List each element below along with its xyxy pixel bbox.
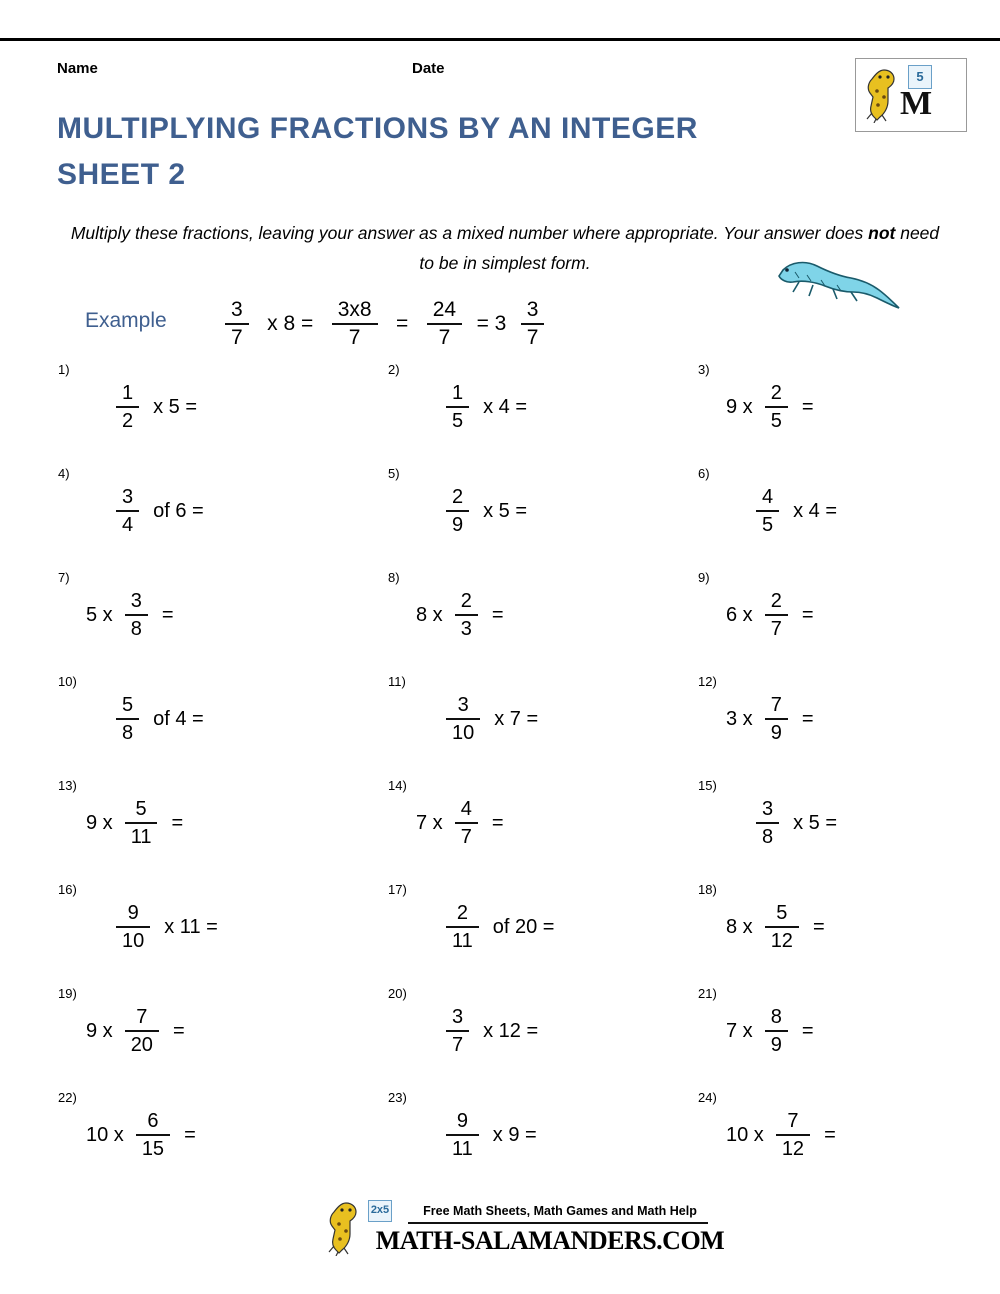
problem-fraction (116, 902, 150, 952)
fraction-denominator: 8 (762, 826, 774, 848)
name-date-row (57, 60, 937, 77)
problem-expression (412, 1100, 541, 1170)
fraction-numerator: 5 (776, 902, 788, 924)
problem-expression (82, 996, 189, 1066)
problem-number: 9) (698, 570, 710, 585)
fraction-bar (776, 1134, 810, 1136)
fraction-denominator: 9 (770, 722, 782, 744)
example-fraction-2 (332, 299, 378, 349)
fraction-numerator: 3 (452, 1006, 464, 1028)
problem-operator: of 4 = (153, 707, 204, 730)
fraction-numerator: 6 (147, 1110, 159, 1132)
problem-row (48, 1086, 968, 1190)
fraction-numerator: 3 (762, 798, 774, 820)
problem-fraction (776, 1110, 810, 1160)
problem-fraction (765, 590, 788, 640)
fraction-denominator: 11 (130, 826, 152, 848)
fraction-denominator: 7 (231, 326, 243, 349)
fraction-denominator: 2 (122, 410, 134, 432)
problem-number: 7) (58, 570, 70, 585)
fraction-numerator: 3 (526, 298, 539, 321)
fraction-numerator: 2 (456, 902, 468, 924)
problem-number: 5) (388, 466, 400, 481)
salamander-icon (864, 67, 904, 123)
fraction-bar (765, 406, 788, 408)
problem-row (48, 670, 968, 774)
example-label: Example (85, 309, 167, 332)
fraction-bar (765, 926, 799, 928)
example-equals-1: = (396, 312, 409, 335)
problem-fraction (125, 798, 158, 848)
example-fraction-1 (225, 299, 249, 349)
problem-number: 6) (698, 466, 710, 481)
problem-expression (82, 372, 201, 442)
problem-fraction (446, 694, 480, 744)
problem-row (48, 878, 968, 982)
problem-number: 14) (388, 778, 407, 793)
problem-operator: = (824, 1123, 836, 1146)
problem-14[interactable] (378, 774, 684, 878)
problem-multiplier: 5 x (86, 603, 113, 626)
lizard-decoration-icon (765, 252, 905, 322)
problem-multiplier: 8 x (726, 915, 753, 938)
fraction-denominator: 15 (141, 1138, 165, 1160)
fraction-numerator: 3 (457, 694, 469, 716)
problem-fraction (116, 382, 139, 432)
problem-fraction (446, 1110, 479, 1160)
problem-5[interactable] (378, 462, 684, 566)
fraction-bar (765, 614, 788, 616)
problem-expression (82, 684, 208, 754)
fraction-numerator: 4 (460, 798, 472, 820)
fraction-denominator: 7 (438, 326, 451, 349)
problem-multiplier: 7 x (416, 811, 443, 834)
problem-10[interactable] (48, 670, 354, 774)
fraction-bar (116, 510, 139, 512)
problem-expression (412, 684, 542, 754)
problem-expression (412, 372, 531, 442)
problem-fraction (756, 798, 779, 848)
fraction-bar (225, 323, 249, 325)
problem-operator: x 12 = (483, 1019, 539, 1042)
fraction-bar (332, 323, 378, 325)
problem-2[interactable] (378, 358, 684, 462)
problem-12[interactable] (688, 670, 994, 774)
problem-number: 18) (698, 882, 717, 897)
fraction-bar (125, 614, 148, 616)
fraction-bar (521, 323, 545, 325)
fraction-denominator: 5 (770, 410, 782, 432)
problem-multiplier: 10 x (86, 1123, 124, 1146)
problem-expression (722, 996, 818, 1066)
grade-badge: 5 (908, 65, 932, 89)
fraction-denominator: 7 (770, 618, 782, 640)
problem-multiplier: 3 x (726, 707, 753, 730)
fraction-bar (455, 822, 478, 824)
problem-operator: x 11 = (164, 915, 218, 938)
problem-multiplier: 9 x (726, 395, 753, 418)
problem-number: 13) (58, 778, 77, 793)
example-fraction-4 (521, 299, 545, 349)
problem-operator: = (801, 395, 814, 418)
footer-divider (408, 1222, 708, 1224)
problem-24[interactable] (688, 1086, 994, 1190)
problem-22[interactable] (48, 1086, 354, 1190)
problem-expression (722, 788, 841, 858)
problem-operator: x 5 = (153, 395, 198, 418)
problem-expression (412, 580, 508, 650)
problem-operator: x 4 = (793, 499, 838, 522)
page-title (57, 106, 777, 198)
fraction-numerator: 4 (762, 486, 774, 508)
problem-6[interactable] (688, 462, 994, 566)
fraction-bar (125, 1030, 159, 1032)
problem-23[interactable] (378, 1086, 684, 1190)
problem-number: 19) (58, 986, 77, 1001)
problem-operator: = (801, 603, 814, 626)
problem-9[interactable] (688, 566, 994, 670)
problem-operator: x 7 = (494, 707, 539, 730)
fraction-numerator: 9 (456, 1110, 468, 1132)
fraction-numerator: 3x8 (337, 298, 372, 321)
problem-operator: x 5 = (793, 811, 838, 834)
math-salamanders-logo (855, 58, 967, 132)
problem-multiplier: 9 x (86, 811, 113, 834)
fraction-denominator: 8 (130, 618, 142, 640)
problem-number: 12) (698, 674, 717, 689)
problem-18[interactable] (688, 878, 994, 982)
problem-expression (722, 580, 818, 650)
problem-number: 2) (388, 362, 400, 377)
fraction-bar (446, 1030, 469, 1032)
fraction-denominator: 10 (452, 722, 475, 744)
problem-grid (48, 358, 968, 1190)
problem-fraction (116, 486, 139, 536)
problem-number: 24) (698, 1090, 717, 1105)
problem-16[interactable] (48, 878, 354, 982)
fraction-bar (756, 822, 779, 824)
problem-expression (722, 476, 841, 546)
fraction-numerator: 3 (122, 486, 134, 508)
problem-21[interactable] (688, 982, 994, 1086)
fraction-numerator: 7 (787, 1110, 799, 1132)
problem-expression (412, 476, 531, 546)
problem-expression (722, 684, 818, 754)
problem-multiplier: 6 x (726, 603, 753, 626)
footer-badge: 2x5 (368, 1200, 392, 1222)
footer-salamander-icon (325, 1200, 367, 1256)
instructions-part2: need to be in simplest form. (419, 223, 940, 273)
problem-number: 15) (698, 778, 717, 793)
fraction-numerator: 2 (452, 486, 464, 508)
problem-13[interactable] (48, 774, 354, 878)
fraction-numerator: 24 (432, 298, 457, 321)
footer-tagline: Free Math Sheets, Math Games and Math Help (423, 1204, 697, 1218)
problem-number: 20) (388, 986, 407, 1001)
fraction-numerator: 2 (460, 590, 472, 612)
instructions-part1: Multiply these fractions, leaving your answer as a mixed number where appropriate. Your answer does (70, 223, 869, 243)
problem-operator: = (491, 603, 504, 626)
problem-expression (412, 996, 542, 1066)
fraction-denominator: 10 (122, 930, 145, 952)
problem-operator: of 20 = (492, 915, 555, 938)
problem-fraction (765, 694, 788, 744)
problem-expression (722, 372, 818, 442)
fraction-denominator: 9 (452, 514, 464, 536)
problem-row (48, 774, 968, 878)
logo-wordmark: M (900, 85, 931, 122)
problem-multiplier: 10 x (726, 1123, 764, 1146)
problem-number: 23) (388, 1090, 407, 1105)
problem-fraction (765, 902, 799, 952)
problem-1[interactable] (48, 358, 354, 462)
problem-number: 22) (58, 1090, 77, 1105)
problem-8[interactable] (378, 566, 684, 670)
problem-operator: = (801, 707, 814, 730)
fraction-numerator: 2 (770, 590, 782, 612)
problem-operator: x 5 = (483, 499, 528, 522)
fraction-numerator: 3 (130, 590, 142, 612)
problem-operator: = (491, 811, 504, 834)
problem-multiplier: 7 x (726, 1019, 753, 1042)
fraction-numerator: 8 (770, 1006, 782, 1028)
example-equals-2: = 3 (476, 312, 507, 335)
problem-number: 3) (698, 362, 710, 377)
problem-expression (82, 1100, 200, 1170)
problem-number: 11) (388, 674, 406, 689)
fraction-denominator: 5 (762, 514, 774, 536)
problem-multiplier: 8 x (416, 603, 443, 626)
fraction-numerator: 7 (770, 694, 782, 716)
problem-number: 21) (698, 986, 717, 1001)
problem-fraction (125, 590, 148, 640)
fraction-bar (756, 510, 779, 512)
fraction-numerator: 7 (136, 1006, 148, 1028)
fraction-denominator: 7 (452, 1034, 464, 1056)
problem-expression (82, 476, 208, 546)
problem-expression (722, 1100, 840, 1170)
problem-expression (82, 580, 178, 650)
problem-17[interactable] (378, 878, 684, 982)
fraction-denominator: 3 (460, 618, 472, 640)
fraction-denominator: 7 (348, 326, 361, 349)
problem-3[interactable] (688, 358, 994, 462)
fraction-bar (446, 1134, 479, 1136)
problem-expression (82, 788, 187, 858)
fraction-numerator: 5 (122, 694, 134, 716)
problem-number: 17) (388, 882, 407, 897)
problem-fraction (756, 486, 779, 536)
problem-fraction (446, 382, 469, 432)
fraction-bar (116, 718, 139, 720)
fraction-bar (446, 926, 479, 928)
fraction-numerator: 9 (127, 902, 139, 924)
problem-20[interactable] (378, 982, 684, 1086)
fraction-numerator: 3 (231, 298, 243, 321)
problem-operator: = (801, 1019, 814, 1042)
fraction-numerator: 1 (122, 382, 134, 404)
problem-number: 16) (58, 882, 77, 897)
problem-fraction (446, 486, 469, 536)
problem-fraction (116, 694, 139, 744)
fraction-denominator: 11 (452, 1138, 473, 1160)
fraction-denominator: 7 (460, 826, 472, 848)
problem-row (48, 982, 968, 1086)
problem-11[interactable] (378, 670, 684, 774)
fraction-denominator: 20 (130, 1034, 153, 1056)
fraction-bar (136, 1134, 170, 1136)
problem-number: 1) (58, 362, 70, 377)
fraction-denominator: 9 (770, 1034, 782, 1056)
problem-expression (412, 788, 508, 858)
problem-number: 10) (58, 674, 77, 689)
fraction-denominator: 4 (122, 514, 134, 536)
problem-operator: = (172, 1019, 185, 1042)
problem-row (48, 358, 968, 462)
problem-operator: = (161, 603, 174, 626)
fraction-numerator: 2 (770, 382, 782, 404)
fraction-bar (446, 510, 469, 512)
fraction-bar (116, 406, 139, 408)
problem-number: 8) (388, 570, 400, 585)
problem-operator: = (812, 915, 825, 938)
problem-expression (82, 892, 222, 962)
fraction-bar (427, 323, 462, 325)
fraction-denominator: 11 (452, 930, 473, 952)
page-title-line2: SHEET 2 (57, 158, 186, 191)
fraction-denominator: 8 (122, 722, 134, 744)
footer-domain: MATH-SALAMANDERS.COM (375, 1226, 725, 1255)
problem-fraction (455, 798, 478, 848)
problem-fraction (765, 1006, 788, 1056)
problem-fraction (446, 1006, 469, 1056)
problem-19[interactable] (48, 982, 354, 1086)
problem-multiplier: 9 x (86, 1019, 113, 1042)
instructions-emphasis: not (868, 223, 896, 243)
problem-row (48, 462, 968, 566)
problem-fraction (136, 1110, 170, 1160)
problem-operator: x 4 = (483, 395, 528, 418)
problem-number: 4) (58, 466, 70, 481)
problem-fraction (765, 382, 788, 432)
fraction-bar (765, 718, 788, 720)
fraction-bar (455, 614, 478, 616)
date-label: Date (412, 60, 445, 77)
fraction-denominator: 7 (526, 326, 539, 349)
page-title-line1: MULTIPLYING FRACTIONS BY AN INTEGER (57, 112, 698, 145)
problem-expression (412, 892, 558, 962)
fraction-bar (446, 718, 480, 720)
fraction-bar (765, 1030, 788, 1032)
example-fraction-3 (427, 299, 462, 349)
fraction-bar (116, 926, 150, 928)
fraction-bar (446, 406, 469, 408)
problem-15[interactable] (688, 774, 994, 878)
problem-operator: of 6 = (153, 499, 204, 522)
example-operator-1: x 8 = (267, 312, 314, 335)
problem-operator: = (184, 1123, 196, 1146)
problem-operator: = (171, 811, 184, 834)
fraction-bar (125, 822, 158, 824)
page-top-rule (0, 38, 1000, 41)
fraction-numerator: 1 (452, 382, 464, 404)
fraction-denominator: 12 (770, 930, 793, 952)
problem-7[interactable] (48, 566, 354, 670)
fraction-numerator: 5 (135, 798, 147, 820)
problem-row (48, 566, 968, 670)
example-row (75, 295, 695, 353)
problem-expression (722, 892, 829, 962)
problem-fraction (125, 1006, 159, 1056)
name-label: Name (57, 60, 98, 77)
problem-4[interactable] (48, 462, 354, 566)
fraction-denominator: 12 (781, 1138, 805, 1160)
problem-operator: x 9 = (492, 1123, 537, 1146)
problem-fraction (446, 902, 479, 952)
fraction-denominator: 5 (452, 410, 464, 432)
problem-fraction (455, 590, 478, 640)
